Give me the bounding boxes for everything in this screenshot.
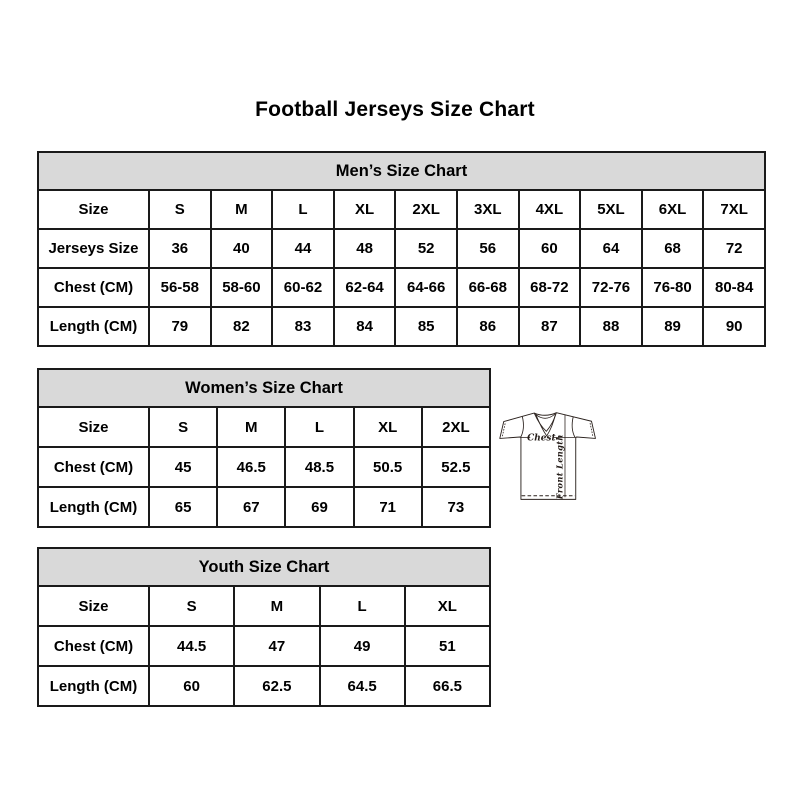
cell: 85 — [395, 307, 457, 346]
cell: 67 — [217, 487, 285, 527]
cell: 7XL — [703, 190, 765, 229]
cell: 3XL — [457, 190, 519, 229]
cell: 47 — [234, 626, 319, 666]
cell: 58-60 — [211, 268, 273, 307]
cell: 64.5 — [320, 666, 405, 706]
cell: 76-80 — [642, 268, 704, 307]
cell: 36 — [149, 229, 211, 268]
cell: 87 — [519, 307, 581, 346]
cell: S — [149, 407, 217, 447]
cell: L — [320, 586, 405, 626]
cell: 44.5 — [149, 626, 234, 666]
cell: S — [149, 586, 234, 626]
table-row — [38, 447, 490, 487]
cell: 48 — [334, 229, 396, 268]
cell: 5XL — [580, 190, 642, 229]
collar-inner-v — [536, 414, 555, 435]
cell: 89 — [642, 307, 704, 346]
row-label: Length (CM) — [38, 666, 149, 706]
left-armhole-seam — [521, 417, 524, 438]
cell: 4XL — [519, 190, 581, 229]
cell: 73 — [422, 487, 490, 527]
cell: 71 — [354, 487, 422, 527]
right-armhole-seam — [572, 417, 575, 438]
womens-size-chart-table — [37, 368, 491, 528]
cell: 44 — [272, 229, 334, 268]
table-row — [38, 190, 765, 229]
cell: 64 — [580, 229, 642, 268]
table-row — [38, 268, 765, 307]
table-title: Women’s Size Chart — [38, 369, 490, 407]
cell: 60 — [149, 666, 234, 706]
youth-size-chart-table — [37, 547, 491, 707]
cell: S — [149, 190, 211, 229]
cell: L — [285, 407, 353, 447]
cell: 79 — [149, 307, 211, 346]
table-row — [38, 666, 490, 706]
table-row — [38, 586, 490, 626]
cell: 48.5 — [285, 447, 353, 487]
cell: 66.5 — [405, 666, 490, 706]
cell: M — [217, 407, 285, 447]
cell: M — [234, 586, 319, 626]
row-label: Size — [38, 407, 149, 447]
row-label: Chest (CM) — [38, 626, 149, 666]
jersey-measurement-diagram — [498, 408, 776, 670]
cell: 80-84 — [703, 268, 765, 307]
page-title: Football Jerseys Size Chart — [255, 98, 535, 121]
cell: 46.5 — [217, 447, 285, 487]
cell: 66-68 — [457, 268, 519, 307]
cell: 62-64 — [334, 268, 396, 307]
cell: 83 — [272, 307, 334, 346]
row-label: Size — [38, 586, 149, 626]
cell: 2XL — [422, 407, 490, 447]
row-label: Length (CM) — [38, 307, 149, 346]
row-label: Length (CM) — [38, 487, 149, 527]
table-row — [38, 307, 765, 346]
row-label: Jerseys Size — [38, 229, 149, 268]
cell: 82 — [211, 307, 273, 346]
cell: XL — [405, 586, 490, 626]
cell: 64-66 — [395, 268, 457, 307]
table-row — [38, 407, 490, 447]
cell: 6XL — [642, 190, 704, 229]
cell: XL — [334, 190, 396, 229]
cell: 60 — [519, 229, 581, 268]
cell: 60-62 — [272, 268, 334, 307]
cell: 84 — [334, 307, 396, 346]
cell: 62.5 — [234, 666, 319, 706]
cell: 50.5 — [354, 447, 422, 487]
cell: 49 — [320, 626, 405, 666]
cell: 88 — [580, 307, 642, 346]
row-label: Chest (CM) — [38, 268, 149, 307]
cell: 90 — [703, 307, 765, 346]
cell: 52.5 — [422, 447, 490, 487]
cell: L — [272, 190, 334, 229]
cell: 69 — [285, 487, 353, 527]
cell: 51 — [405, 626, 490, 666]
cell: 86 — [457, 307, 519, 346]
cell: 72-76 — [580, 268, 642, 307]
table-title: Youth Size Chart — [38, 548, 490, 586]
jersey-outline — [500, 413, 596, 500]
chest-label: Chest — [527, 433, 556, 444]
mens-size-chart-table — [37, 151, 766, 347]
cell: 68 — [642, 229, 704, 268]
cell: 52 — [395, 229, 457, 268]
table-title: Men’s Size Chart — [38, 152, 765, 190]
cell: 72 — [703, 229, 765, 268]
front-length-label: Front Length — [554, 434, 565, 500]
row-label: Chest (CM) — [38, 447, 149, 487]
table-row — [38, 229, 765, 268]
cell: M — [211, 190, 273, 229]
cell: 65 — [149, 487, 217, 527]
row-label: Size — [38, 190, 149, 229]
cell: 40 — [211, 229, 273, 268]
table-row — [38, 487, 490, 527]
table-row — [38, 626, 490, 666]
cell: XL — [354, 407, 422, 447]
cell: 45 — [149, 447, 217, 487]
cell: 56 — [457, 229, 519, 268]
cell: 68-72 — [519, 268, 581, 307]
cell: 56-58 — [149, 268, 211, 307]
cell: 2XL — [395, 190, 457, 229]
